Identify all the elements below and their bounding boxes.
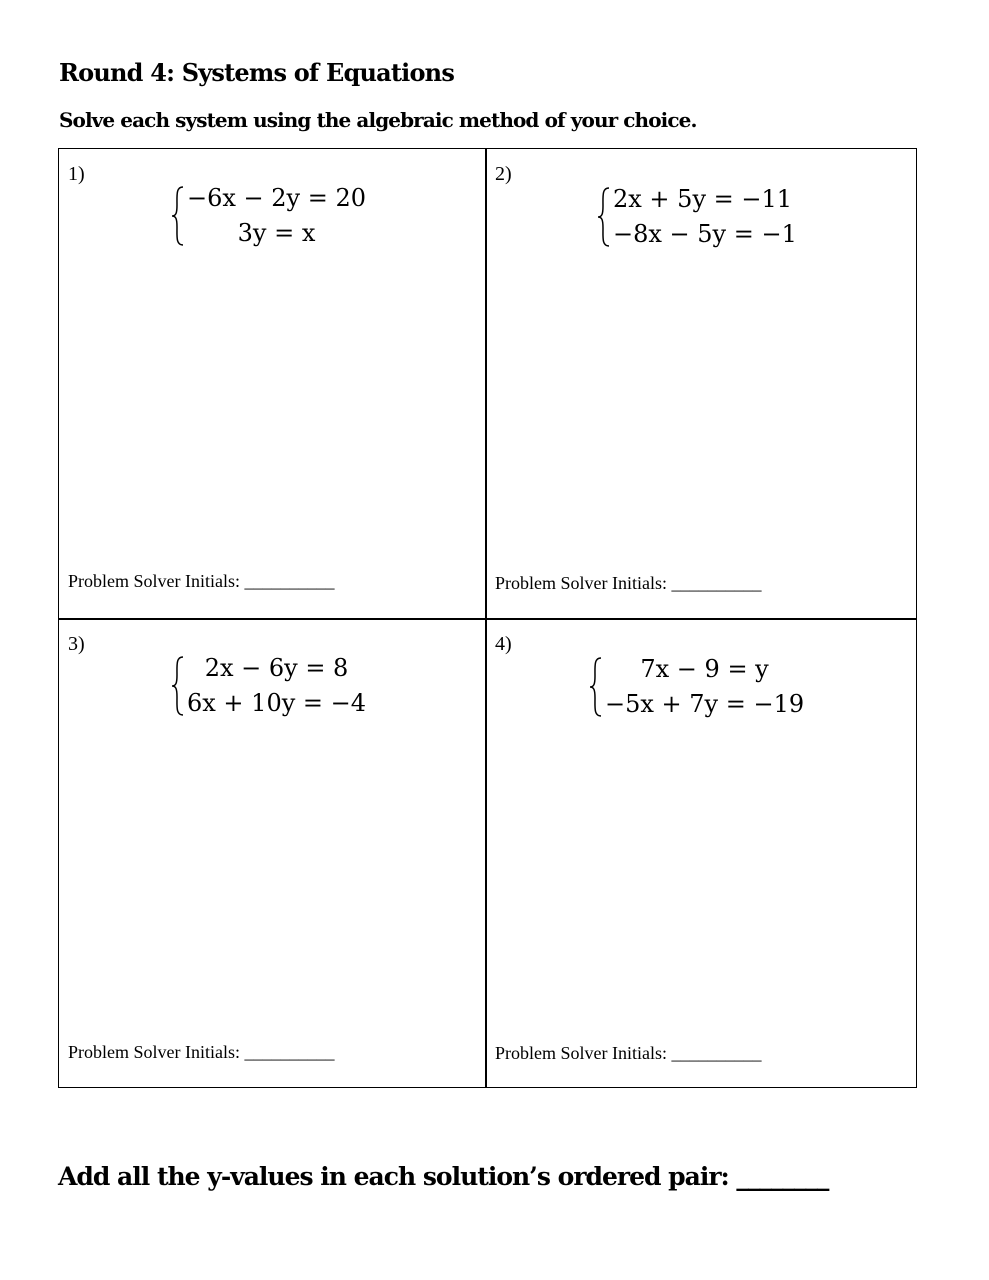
initials-field[interactable]: Problem Solver Initials: __________ [495, 1043, 762, 1063]
equation-system [171, 651, 366, 721]
brace-icon [171, 655, 185, 717]
initials-field[interactable]: Problem Solver Initials: __________ [495, 573, 762, 593]
equation-1: 2x + 5y = −11 [613, 185, 793, 213]
equation-2: 6x + 10y = −4 [187, 689, 367, 717]
equation-1: 2x − 6y = 8 [204, 654, 349, 682]
problem-grid [58, 148, 917, 1088]
problem-number: 3) [68, 633, 85, 655]
equation-system [589, 652, 804, 722]
equation-system [171, 181, 366, 251]
page-title: Round 4: Systems of Equations [59, 58, 455, 87]
problem-number: 2) [495, 163, 512, 185]
equation-1: −6x − 2y = 20 [187, 184, 367, 212]
initials-field[interactable]: Problem Solver Initials: __________ [68, 1042, 335, 1062]
problem-number: 1) [68, 163, 85, 185]
instructions: Solve each system using the algebraic method of your choice. [59, 108, 697, 132]
equation-2: −8x − 5y = −1 [613, 220, 797, 248]
brace-icon [597, 186, 611, 248]
equation-2: 3y = x [237, 219, 316, 247]
equation-2: −5x + 7y = −19 [605, 690, 805, 718]
initials-field[interactable]: Problem Solver Initials: __________ [68, 571, 335, 591]
brace-icon [589, 656, 603, 718]
final-answer-prompt[interactable]: Add all the y-values in each solution’s ordered pair: ________ [58, 1162, 829, 1191]
problem-number: 4) [495, 633, 512, 655]
brace-icon [171, 185, 185, 247]
equation-1: 7x − 9 = y [640, 655, 769, 683]
divider-horizontal [59, 618, 916, 620]
equation-system [597, 182, 797, 252]
